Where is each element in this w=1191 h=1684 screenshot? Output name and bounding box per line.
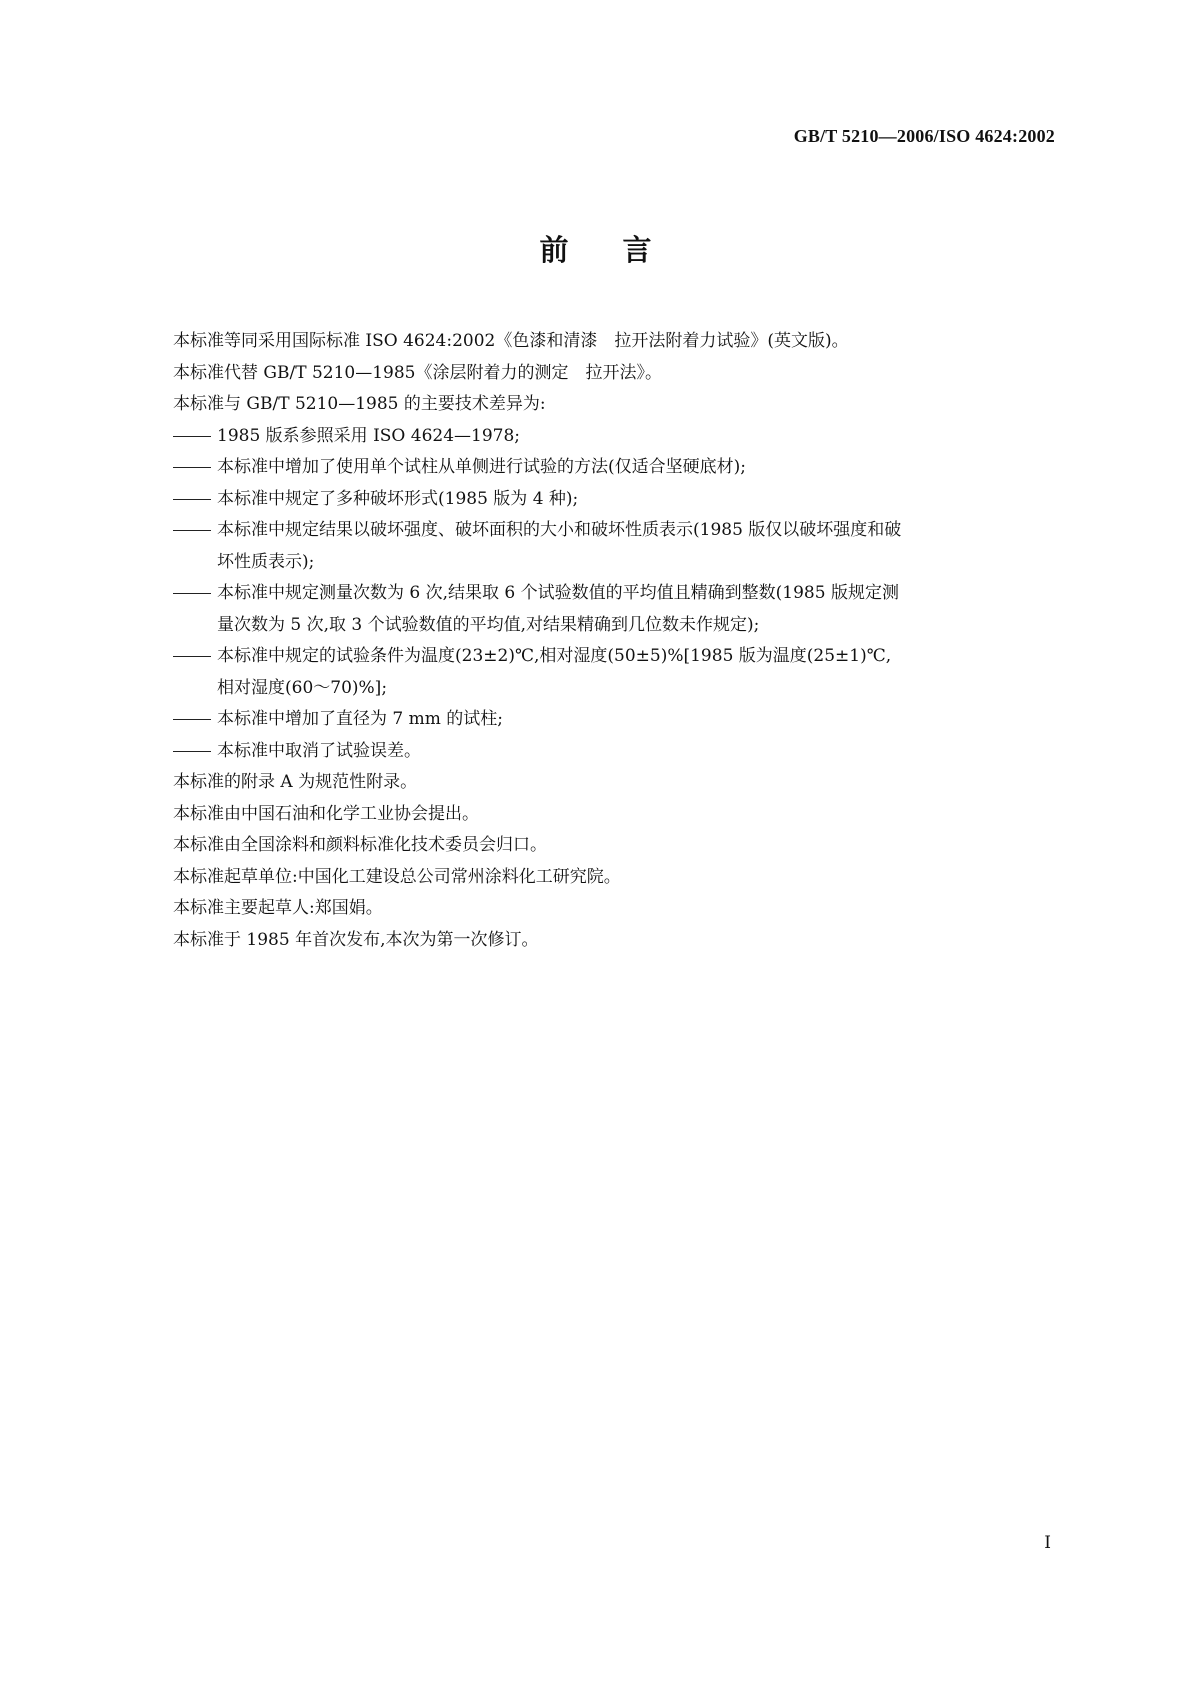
list-item-text: 本标准中规定的试验条件为温度(23±2)℃,相对湿度(50±5)%[1985 版为温度(25±1)℃, bbox=[217, 646, 892, 666]
list-item bbox=[173, 421, 1053, 453]
paragraph-under-jurisdiction: 本标准由全国涂料和颜料标准化技术委员会归口。 bbox=[173, 835, 547, 855]
list-item bbox=[173, 515, 1053, 578]
paragraph-differences-intro: 本标准与 GB/T 5210—1985 的主要技术差异为: bbox=[173, 394, 546, 414]
dash-mark bbox=[173, 736, 217, 768]
document-body bbox=[173, 326, 1053, 956]
list-item bbox=[173, 452, 1053, 484]
list-item-text: 本标准中取消了试验误差。 bbox=[217, 740, 421, 761]
list-item-text: 本标准中增加了直径为 7 mm 的试柱; bbox=[217, 709, 503, 729]
dash-mark bbox=[173, 515, 217, 547]
dash-mark bbox=[173, 484, 217, 516]
dash-mark bbox=[173, 578, 217, 610]
dash-mark bbox=[173, 641, 217, 673]
list-item-continuation: 相对湿度(60～70)%]; bbox=[217, 677, 388, 698]
list-item-text: 本标准中规定了多种破坏形式(1985 版为 4 种); bbox=[217, 488, 579, 509]
dash-mark bbox=[173, 421, 217, 453]
list-item-text: 本标准中规定结果以破坏强度、破坏面积的大小和破坏性质表示(1985 版仅以破坏强度和破 bbox=[217, 520, 902, 540]
list-item bbox=[173, 736, 1053, 768]
paragraph-drafting-unit: 本标准起草单位:中国化工建设总公司常州涂料化工研究院。 bbox=[173, 866, 621, 887]
dash-mark bbox=[173, 704, 217, 736]
list-item bbox=[173, 578, 1053, 641]
paragraph-release-history: 本标准于 1985 年首次发布,本次为第一次修订。 bbox=[173, 929, 539, 950]
standard-code: GB/T 5210—2006/ISO 4624:2002 bbox=[793, 126, 1055, 146]
list-item-text: 本标准中规定测量次数为 6 次,结果取 6 个试验数值的平均值且精确到整数(1985 版规定测 bbox=[217, 583, 899, 603]
page-number: I bbox=[1044, 1533, 1051, 1553]
paragraph-adoption: 本标准等同采用国际标准 ISO 4624:2002《色漆和清漆 拉开法附着力试验》(英文版)。 bbox=[173, 331, 849, 351]
paragraph-drafter: 本标准主要起草人:郑国娟。 bbox=[173, 898, 383, 918]
list-item-text: 本标准中增加了使用单个试柱从单侧进行试验的方法(仅适合坚硬底材); bbox=[217, 457, 746, 477]
list-item bbox=[173, 641, 1053, 704]
list-item bbox=[173, 704, 1053, 736]
list-item-continuation: 坏性质表示); bbox=[217, 551, 315, 572]
paragraph-annex: 本标准的附录 A 为规范性附录。 bbox=[173, 772, 418, 792]
list-item-text: 1985 版系参照采用 ISO 4624—1978; bbox=[217, 425, 521, 446]
list-item-continuation: 量次数为 5 次,取 3 个试验数值的平均值,对结果精确到几位数未作规定); bbox=[217, 614, 760, 635]
paragraph-proposed-by: 本标准由中国石油和化学工业协会提出。 bbox=[173, 803, 479, 824]
dash-mark bbox=[173, 452, 217, 484]
page-title: 前言 bbox=[539, 233, 706, 267]
paragraph-replaces: 本标准代替 GB/T 5210—1985《涂层附着力的测定 拉开法》。 bbox=[173, 362, 662, 383]
list-item bbox=[173, 484, 1053, 516]
